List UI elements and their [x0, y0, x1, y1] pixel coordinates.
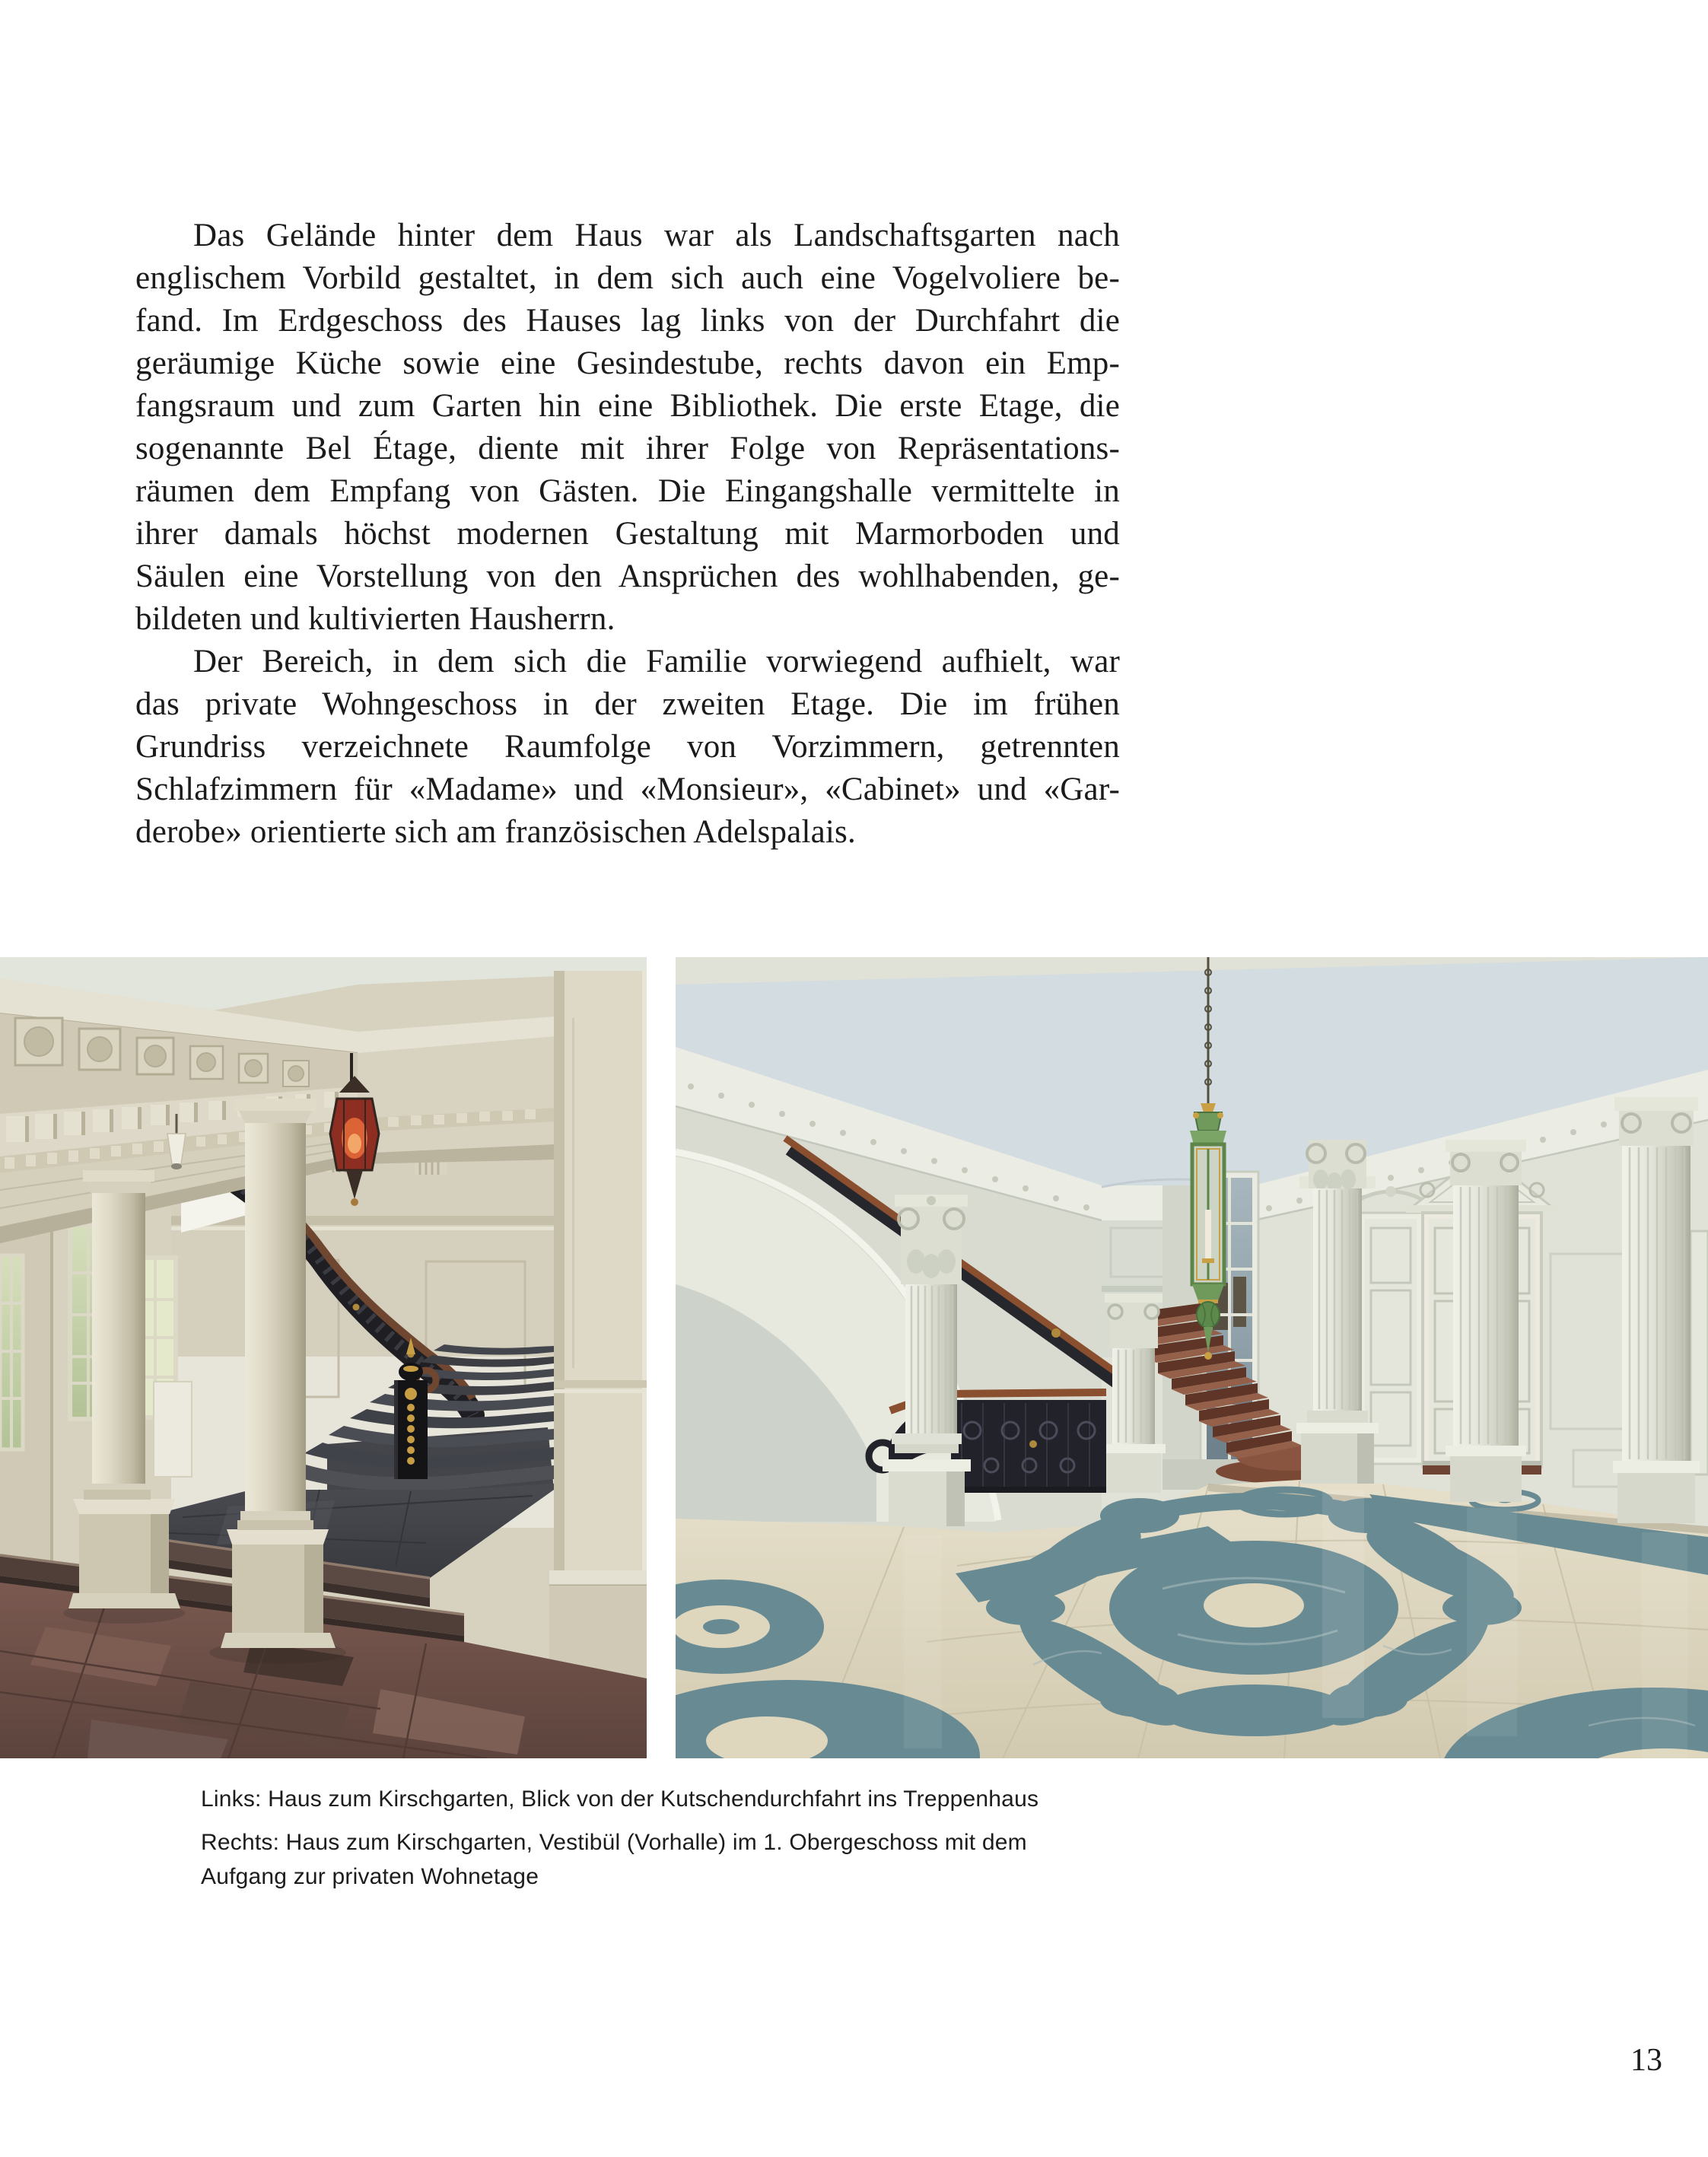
- text-line: Der Bereich, in dem sich die Familie vorwiegend aufhielt, war: [193, 644, 1120, 679]
- text-line: fangsraum und zum Garten hin eine Bibliothek. Die erste Etage, die: [135, 388, 1120, 424]
- left-photo-illustration: [0, 957, 647, 1758]
- figure-left-photo: [0, 957, 647, 1758]
- figure-right-photo: [676, 957, 1708, 1758]
- text-line: ihrer damals höchst modernen Gestaltung mit Marmorboden und: [135, 516, 1120, 552]
- text-line: fand. Im Erdgeschoss des Hauses lag links von der Durchfahrt die: [135, 303, 1120, 339]
- caption-right: [201, 1825, 1027, 1894]
- pilaster-d: [1446, 1140, 1526, 1502]
- text-line: Schlafzimmern für «Madame» und «Monsieur», «Cabinet» und «Gar-: [135, 771, 1120, 807]
- text-line: Säulen eine Vorstellung von den Ansprüchen des wohlhabenden, ge-: [135, 558, 1120, 594]
- text-line: geräumige Küche sowie eine Gesindestube, rechts davon ein Emp-: [135, 345, 1120, 381]
- text-line: derobe» orientierte sich am französischen Adelspalais.: [135, 814, 856, 850]
- caption-right-line-2: Aufgang zur privaten Wohnetage: [201, 1864, 539, 1889]
- text-line: das private Wohngeschoss in der zweiten Etage. Die im frühen: [135, 686, 1120, 722]
- text-line: Grundriss verzeichnete Raumfolge von Vorzimmern, getrennten: [135, 729, 1120, 765]
- text-line: englischem Vorbild gestaltet, in dem sich auch eine Vogelvoliere be-: [135, 260, 1120, 296]
- text-line: räumen dem Empfang von Gästen. Die Eingangshalle vermittelte in: [135, 473, 1120, 509]
- caption-left: Links: Haus zum Kirschgarten, Blick von der Kutschendurchfahrt ins Treppenhaus: [201, 1786, 1039, 1812]
- body-text: [135, 215, 1120, 854]
- right-pier: [549, 971, 647, 1758]
- pilaster-e: [1613, 1097, 1700, 1523]
- right-photo-illustration: [676, 957, 1708, 1758]
- text-line: Das Gelände hinter dem Haus war als Landschaftsgarten nach: [193, 218, 1120, 253]
- text-line: sogenannte Bel Étage, diente mit ihrer Folge von Repräsentations-: [135, 431, 1120, 466]
- caption-right-line-1: Rechts: Haus zum Kirschgarten, Vestibül (Vorhalle) im 1. Obergeschoss mit dem: [201, 1830, 1027, 1855]
- page-number: 13: [1630, 2043, 1662, 2078]
- text-line: bildeten und kultivierten Hausherrn.: [135, 601, 615, 637]
